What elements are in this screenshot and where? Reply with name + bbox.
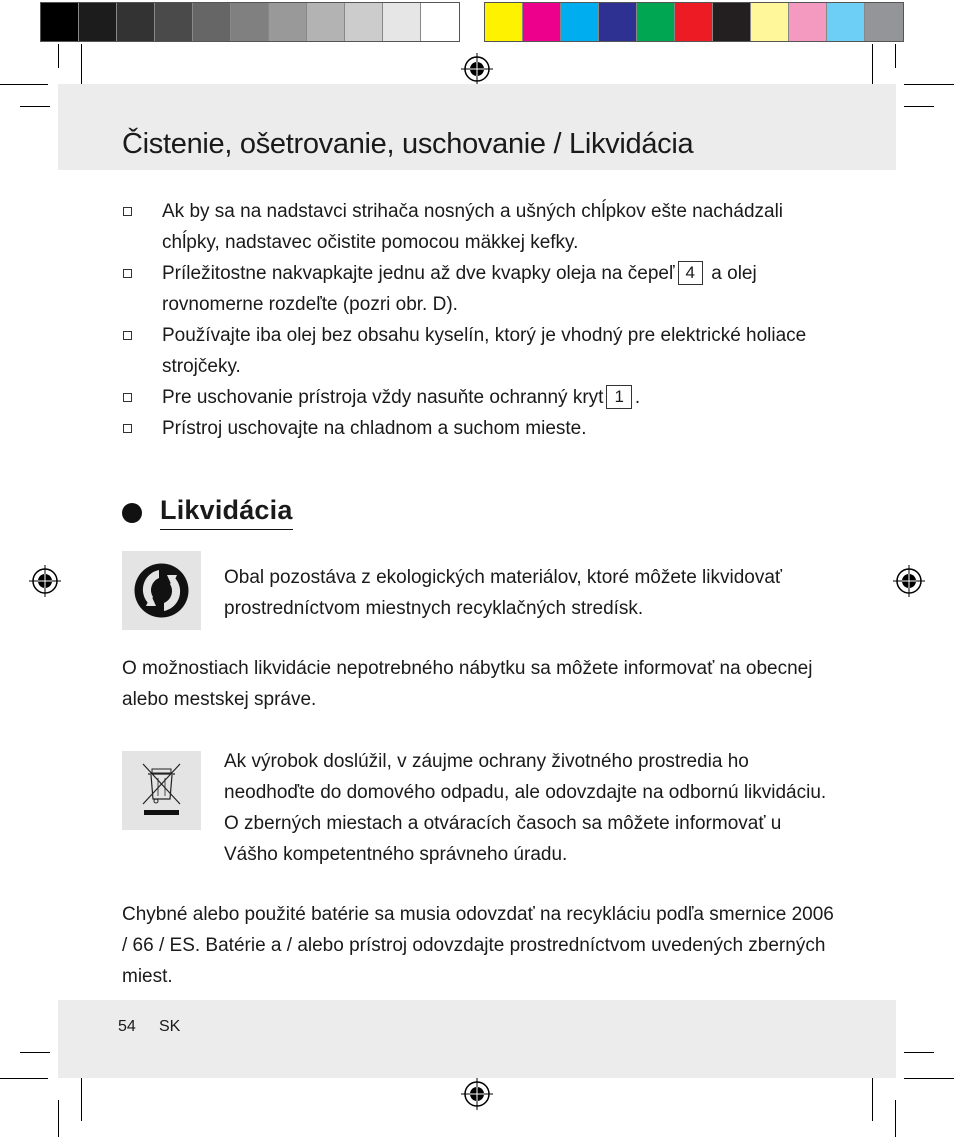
- process-color-swatch: [675, 3, 713, 41]
- furniture-disposal-text: O možnostiach likvidácie nepotrebného nábytku sa môžete informovať na obecnej alebo mestskej správe.: [122, 658, 813, 710]
- page-title: Čistenie, ošetrovanie, uschovanie / Likvidácia: [122, 128, 694, 160]
- process-color-swatch: [599, 3, 637, 41]
- process-color-swatch: [827, 3, 865, 41]
- packaging-disposal-text: Obal pozostáva z ekologických materiálov, ktoré môžete likvidovať prostredníctvom miestnych recyklačných stredísk.: [224, 567, 783, 619]
- part-reference-box: 4: [678, 261, 703, 285]
- process-color-swatch: [523, 3, 561, 41]
- list-item-text: Príležitostne nakvapkajte jednu až dve kvapky oleja na čepeľ: [162, 263, 675, 284]
- process-color-swatch: [789, 3, 827, 41]
- list-item: [120, 382, 840, 413]
- checkbox-bullet-icon: [123, 207, 132, 216]
- weee-icon-box: [122, 751, 201, 830]
- process-color-swatch: [561, 3, 599, 41]
- process-color-bar: [484, 2, 904, 42]
- process-color-swatch: [865, 3, 903, 41]
- part-reference-box: 1: [606, 385, 631, 409]
- list-item: [120, 413, 840, 444]
- grayscale-swatch: [231, 3, 269, 41]
- grayscale-swatch: [117, 3, 155, 41]
- list-item-text: a olej rovnomerne rozdeľte (pozri obr. D).: [162, 263, 757, 315]
- checkbox-bullet-icon: [123, 269, 132, 278]
- registration-mark-icon: [893, 565, 925, 597]
- bullet-dot-icon: [122, 503, 142, 523]
- list-item-text: Prístroj uschovajte na chladnom a suchom mieste.: [162, 418, 587, 439]
- list-item-text: .: [634, 387, 641, 408]
- grayscale-color-bar: [40, 2, 460, 42]
- list-item-text: Používajte iba olej bez obsahu kyselín, ktorý je vhodný pre elektrické holiace strojčeky.: [162, 325, 807, 377]
- grayscale-swatch: [269, 3, 307, 41]
- list-item: [120, 258, 840, 320]
- process-color-swatch: [751, 3, 789, 41]
- footer-band: [58, 1000, 896, 1078]
- crossed-bin-icon: [122, 751, 201, 830]
- checkbox-bullet-icon: [123, 424, 132, 433]
- checkbox-bullet-icon: [123, 331, 132, 340]
- registration-mark-icon: [29, 565, 61, 597]
- recycling-icon-box: [122, 551, 201, 630]
- section-title: Likvidácia: [160, 495, 293, 530]
- grayscale-swatch: [41, 3, 79, 41]
- page-number: 54: [118, 1018, 136, 1035]
- grayscale-swatch: [345, 3, 383, 41]
- list-item-text: Ak by sa na nadstavci strihača nosných a ušných chĺpkov ešte nachádzali chĺpky, nadstavec očistite pomocou mäkkej kefky.: [162, 201, 784, 253]
- care-instructions-list: [120, 196, 840, 444]
- process-color-swatch: [637, 3, 675, 41]
- battery-disposal-text: Chybné alebo použité batérie sa musia odovzdať na recykláciu podľa smernice 2006 / 66 / ES. Batérie a / alebo prístroj odovzdajte prostredníctvom uvedených zberných miest.: [122, 904, 834, 987]
- registration-mark-icon: [461, 1078, 493, 1110]
- grayscale-swatch: [79, 3, 117, 41]
- process-color-swatch: [713, 3, 751, 41]
- language-code: SK: [159, 1018, 181, 1035]
- list-item-text: Pre uschovanie prístroja vždy nasuňte ochranný kryt: [162, 387, 604, 408]
- grayscale-swatch: [383, 3, 421, 41]
- list-item: [120, 196, 840, 258]
- registration-mark-icon: [461, 53, 493, 85]
- list-item: [120, 320, 840, 382]
- section-heading: [122, 495, 293, 530]
- green-dot-recycling-icon: [122, 551, 201, 630]
- checkbox-bullet-icon: [123, 393, 132, 402]
- grayscale-swatch: [421, 3, 459, 41]
- grayscale-swatch: [193, 3, 231, 41]
- grayscale-swatch: [155, 3, 193, 41]
- grayscale-swatch: [307, 3, 345, 41]
- product-disposal-text: Ak výrobok doslúžil, v záujme ochrany životného prostredia ho neodhoďte do domového odpadu, ale odovzdajte na odbornú likvidáciu. O zberných miestach a otváracích časoch sa môžete informovať u Vášho kompetentného správneho úradu.: [224, 751, 827, 865]
- process-color-swatch: [485, 3, 523, 41]
